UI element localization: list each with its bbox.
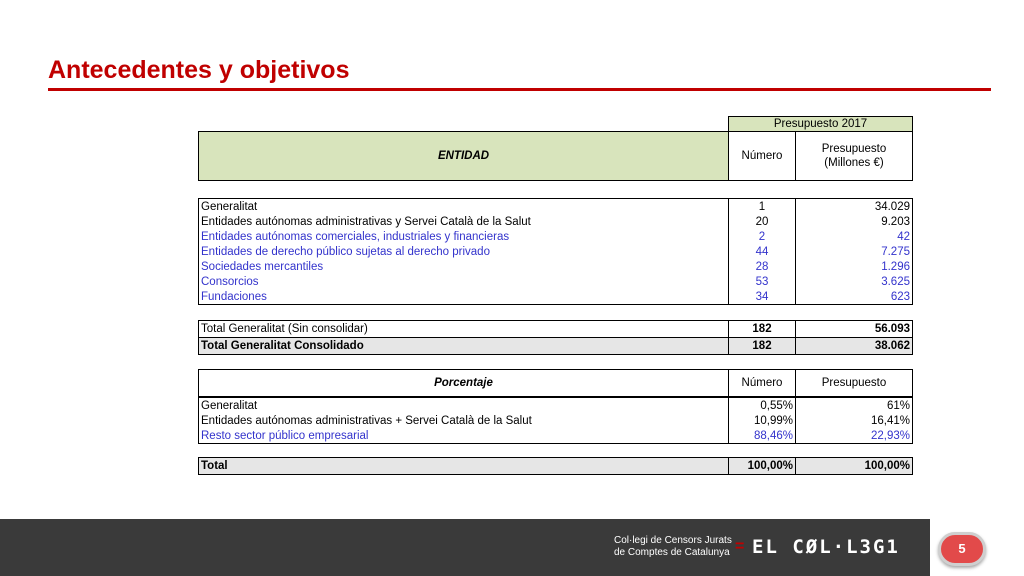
entity-number: 53 [729,274,796,289]
entity-name: Entidades autónomas comerciales, industriales y financieras [199,229,729,244]
entity-number: 44 [729,244,796,259]
budget-table-header [198,116,913,181]
org-line-1: Col·legi de Censors Jurats [614,535,732,546]
total-row [199,321,913,338]
pct-budget: 22,93% [870,429,910,442]
slide-title: Antecedentes y objetivos [48,56,350,84]
grand-total-budget: 100,00% [796,458,913,475]
table-row [199,274,913,289]
org-line-2: de Comptes de Catalunya [614,547,730,558]
percentage-table-header [198,369,913,397]
entity-table [198,198,913,305]
number-header: Número [729,132,796,181]
table-row [199,214,913,229]
entity-number: 20 [729,214,796,229]
total-budget: 38.062 [796,338,913,355]
table-row [199,244,913,259]
brand-logo: EL CØL·L3G1 [752,536,900,558]
percentage-header: Porcentaje [199,370,729,397]
total-budget: 56.093 [796,321,913,338]
total-label: Total Generalitat (Sin consolidar) [199,321,729,338]
group-header: Presupuesto 2017 [729,117,913,132]
pct-entity: Entidades autónomas administrativas + Servei Català de la Salut [199,413,729,428]
entity-budget: 7.275 [881,245,910,258]
entity-name: Generalitat [199,199,729,215]
entity-name: Sociedades mercantiles [199,259,729,274]
table-row [199,229,913,244]
grand-total-number: 100,00% [729,458,796,475]
pct-budget: 16,41% [870,414,910,427]
entity-name: Consorcios [199,274,729,289]
entity-number: 2 [729,229,796,244]
entity-budget: 42 [897,230,910,243]
total-label: Total Generalitat Consolidado [199,338,729,355]
table-row [199,398,913,414]
entity-header: ENTIDAD [199,132,729,181]
entity-budget: 9.203 [881,215,910,228]
entity-budget: 623 [890,290,910,303]
equals-sign: = [735,538,745,555]
entity-budget: 3.625 [881,275,910,288]
total-number: 182 [729,338,796,355]
entity-budget: 34.029 [874,200,910,213]
percentage-table [198,397,913,444]
entity-name: Fundaciones [199,289,729,305]
table-row [199,428,913,444]
pct-budget-header: Presupuesto [796,370,913,397]
table-row [199,199,913,215]
total-row [199,458,913,475]
pct-number: 10,99% [729,413,796,428]
pct-budget: 61% [886,399,910,412]
entity-number: 28 [729,259,796,274]
total-row [199,338,913,355]
entity-number: 34 [729,289,796,305]
entity-name: Entidades de derecho público sujetas al derecho privado [199,244,729,259]
entity-name: Entidades autónomas administrativas y Servei Català de la Salut [199,214,729,229]
pct-entity: Resto sector público empresarial [199,428,729,444]
entity-budget: 1.296 [881,260,910,273]
organization-name [614,535,732,559]
page-number-badge: 5 [938,532,986,566]
table-row [199,289,913,305]
totals-table [198,320,913,355]
grand-total-table [198,457,913,475]
table-row [199,413,913,428]
pct-number-header: Número [729,370,796,397]
pct-entity: Generalitat [199,398,729,414]
grand-total-label: Total [199,458,729,475]
table-row [199,259,913,274]
title-underline [48,88,991,91]
budget-header: Presupuesto (Millones €) [796,132,913,181]
pct-number: 88,46% [729,428,796,444]
pct-number: 0,55% [729,398,796,414]
entity-number: 1 [729,199,796,215]
total-number: 182 [729,321,796,338]
